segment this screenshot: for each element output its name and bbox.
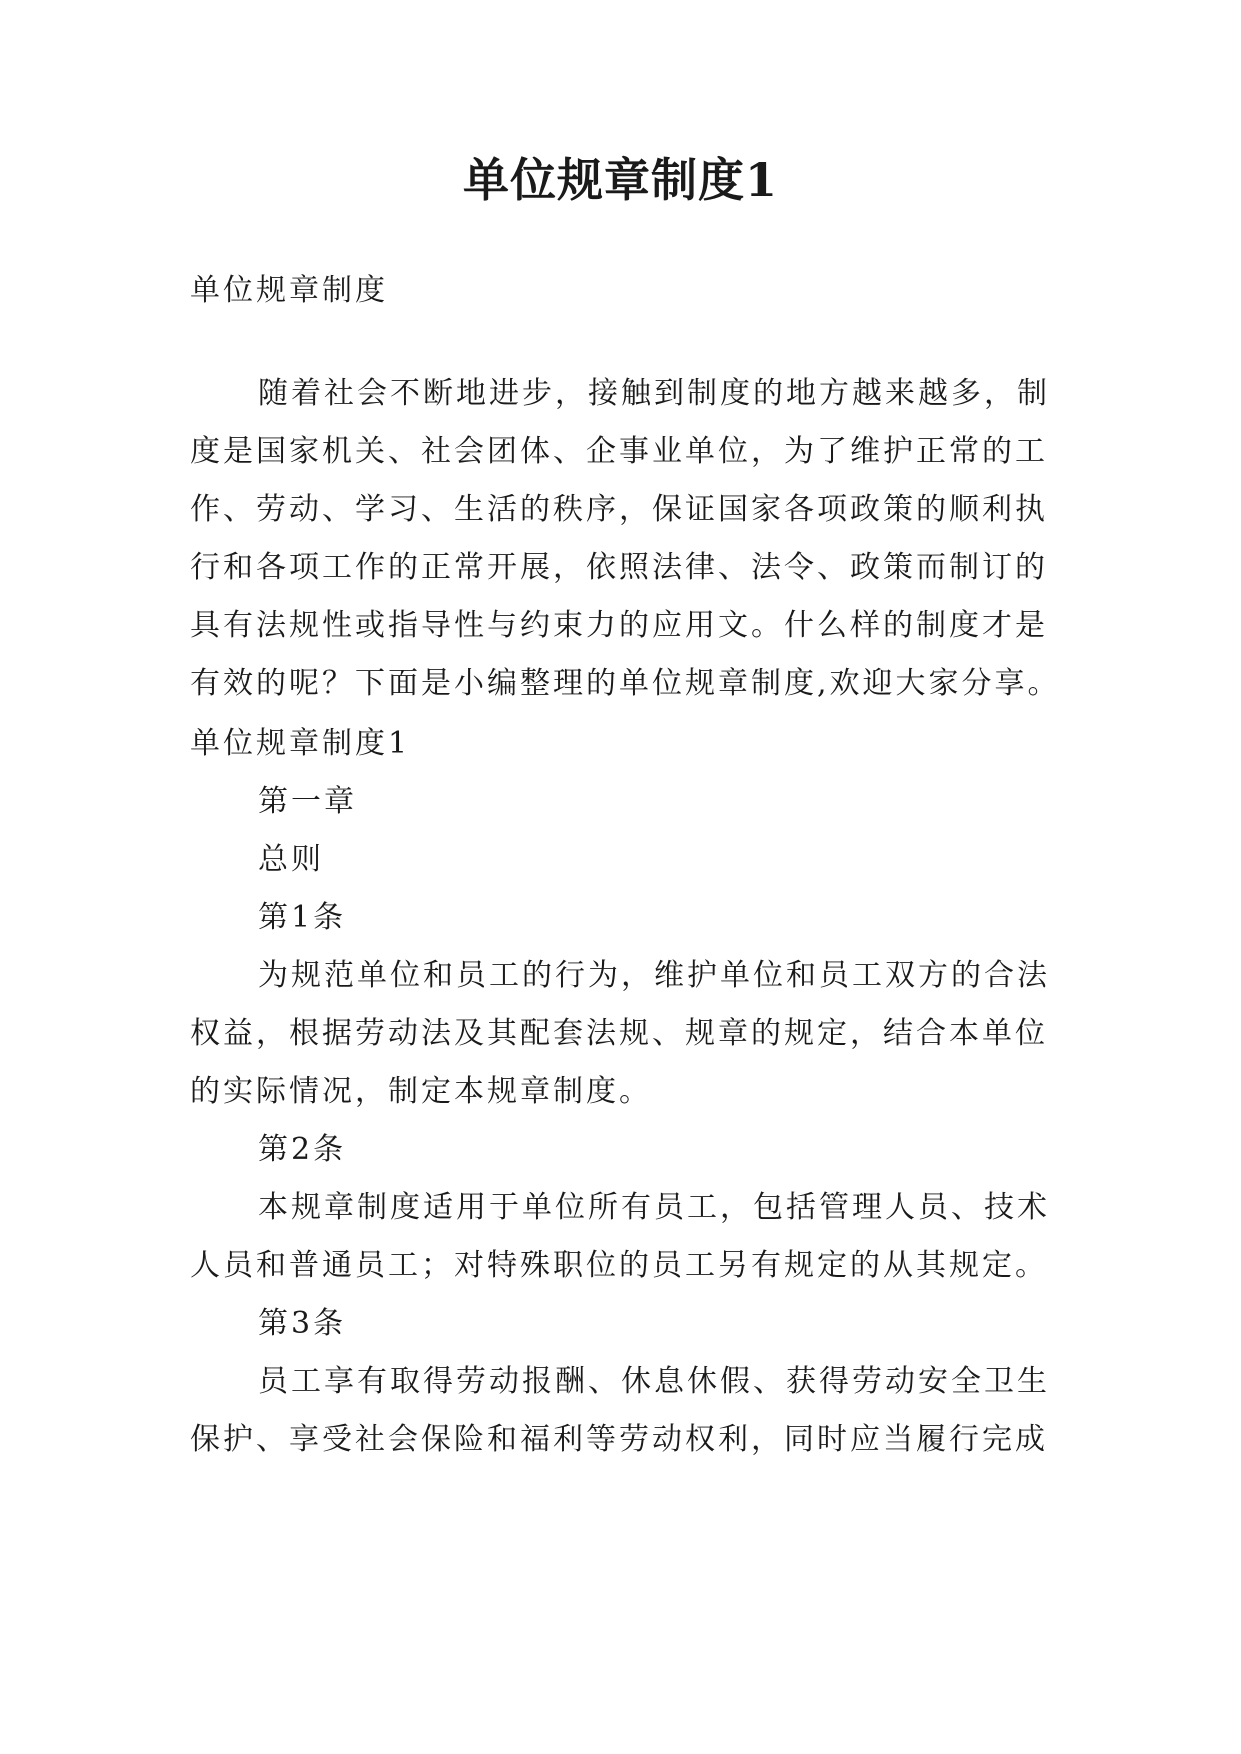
subtitle-text: 单位规章制度 [190,273,388,308]
article-3-label: 第3条 [258,1306,347,1341]
document-subtitle [190,262,1050,320]
intro-line: 有效的呢？下面是小编整理的单位规章制度,欢迎大家分享。 [190,666,1061,701]
intro-line: 行和各项工作的正常开展，依照法律、法令、政策而制订的 [190,550,1048,585]
intro-paragraph [190,365,1061,713]
chapter-name: 总则 [258,842,324,877]
intro-line: 具有法规性或指导性与约束力的应用文。什么样的制度才是 [190,608,1048,643]
article-2-line: 人员和普通员工；对特殊职位的员工另有规定的从其规定。 [190,1248,1048,1283]
document-title: 单位规章制度1 [462,153,778,207]
intro-line: 作、劳动、学习、生活的秩序，保证国家各项政策的顺利执 [190,492,1048,527]
article-2-line: 本规章制度适用于单位所有员工，包括管理人员、技术 [258,1190,1050,1225]
intro-line: 度是国家机关、社会团体、企事业单位，为了维护正常的工 [190,434,1048,469]
section-title: 单位规章制度1 [190,726,411,761]
article-2-label: 第2条 [258,1132,347,1167]
article-1-label: 第1条 [258,900,347,935]
article-1-line: 为规范单位和员工的行为，维护单位和员工双方的合法 [258,958,1050,993]
article-3-line: 员工享有取得劳动报酬、休息休假、获得劳动安全卫生 [258,1364,1050,1399]
article-1-line: 的实际情况，制定本规章制度。 [190,1074,652,1109]
regulations-body [190,715,1050,1469]
chapter-number: 第一章 [258,784,357,819]
intro-line: 随着社会不断地进步，接触到制度的地方越来越多，制 [258,376,1050,411]
article-1-line: 权益，根据劳动法及其配套法规、规章的规定，结合本单位 [190,1016,1048,1051]
article-3-line: 保护、享受社会保险和福利等劳动权利，同时应当履行完成 [190,1422,1048,1457]
